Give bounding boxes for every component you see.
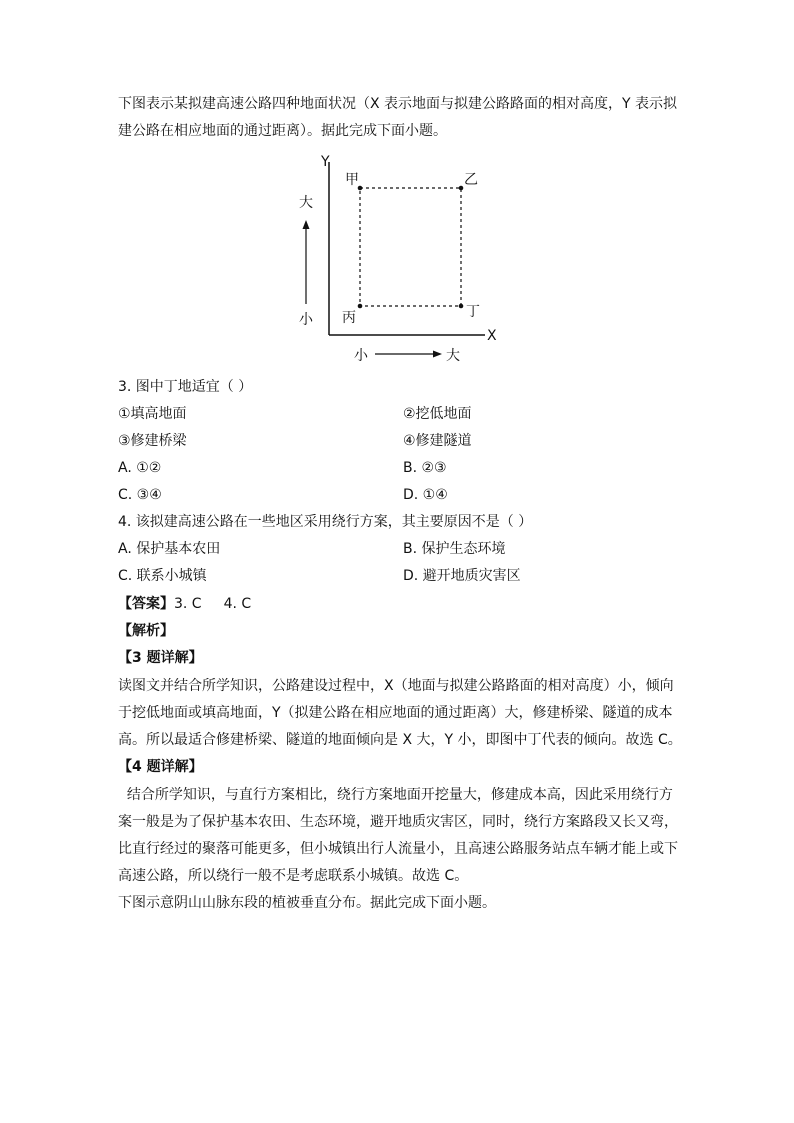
x-axis-label: X [487,328,497,344]
q3-statement-4: ④修建隧道 [403,433,472,449]
answer-q4: 4. C [223,596,252,612]
q4-option-b: B. 保护生态环境 [403,541,506,557]
x-small-label: 小 [354,348,368,364]
answer-label: 【答案】 [118,596,174,612]
label-yi: 乙 [464,172,478,188]
detail-4-line-4: 高速公路，所以绕行一般不是考虑联系小城镇。故选 C。 [118,868,469,884]
x-trend-arrowhead [433,351,442,358]
label-ding: 丁 [466,304,480,320]
intro-line-2: 建公路在相应地面的通过距离）。据此完成下面小题。 [118,123,447,139]
q3-statement-1: ①填高地面 [118,406,187,422]
detail-3-label: 【3 题详解】 [118,650,203,666]
q3-option-c: C. ③④ [118,487,162,503]
q3-stem: 3. 图中丁地适宜（ ） [118,379,253,395]
q4-option-a: A. 保护基本农田 [118,541,221,557]
q3-statement-3: ③修建桥梁 [118,433,187,449]
detail-4-line-1: 结合所学知识，与直行方案相比，绕行方案地面开挖量大，修建成本高，因此采用绕行方 [118,787,673,803]
answer-q3: 3. C [174,596,202,612]
next-intro: 下图示意阴山山脉东段的植被垂直分布。据此完成下面小题。 [118,895,496,911]
point-ding [459,304,464,309]
y-big-label: 大 [299,195,313,211]
q3-option-a: A. ①② [118,460,162,476]
y-trend-arrowhead [303,220,310,229]
point-bing [358,304,363,309]
detail-4-label: 【4 题详解】 [118,759,203,775]
label-bing: 丙 [342,310,356,326]
q3-option-d: D. ①④ [403,487,448,503]
answer-line [118,594,251,614]
dashed-rectangle [360,188,461,306]
detail-3-line-1: 读图文并结合所学知识，公路建设过程中，X（地面与拟建公路路面的相对高度）小，倾向 [118,678,674,694]
q3-option-b: B. ②③ [403,460,447,476]
q4-stem: 4. 该拟建高速公路在一些地区采用绕行方案，其主要原因不是（ ） [118,514,533,530]
terrain-figure [290,150,510,370]
q3-statement-2: ②挖低地面 [403,406,472,422]
analysis-label: 【解析】 [118,623,174,639]
detail-4-line-2: 案一般是为了保护基本农田、生态环境，避开地质灾害区，同时，绕行方案路段又长又弯， [118,814,678,830]
detail-4-line-3: 比直行经过的聚落可能更多，但小城镇出行人流量小，且高速公路服务站点车辆才能上或下 [118,841,678,857]
detail-3-line-2: 于挖低地面或填高地面，Y（拟建公路在相应地面的通过距离）大，修建桥梁、隧道的成本 [118,705,673,721]
y-axis-label: Y [321,154,330,170]
point-yi [459,186,464,191]
detail-3-line-3: 高。所以最适合修建桥梁、隧道的地面倾向是 X 大，Y 小，即图中丁代表的倾向。故选 C。 [118,732,682,748]
intro-line-1: 下图表示某拟建高速公路四种地面状况（X 表示地面与拟建公路路面的相对高度，Y 表示拟 [118,96,678,112]
label-jia: 甲 [345,172,359,188]
x-big-label: 大 [446,348,460,364]
y-small-label: 小 [299,312,313,328]
q4-option-d: D. 避开地质灾害区 [403,568,521,584]
q4-option-c: C. 联系小城镇 [118,568,207,584]
